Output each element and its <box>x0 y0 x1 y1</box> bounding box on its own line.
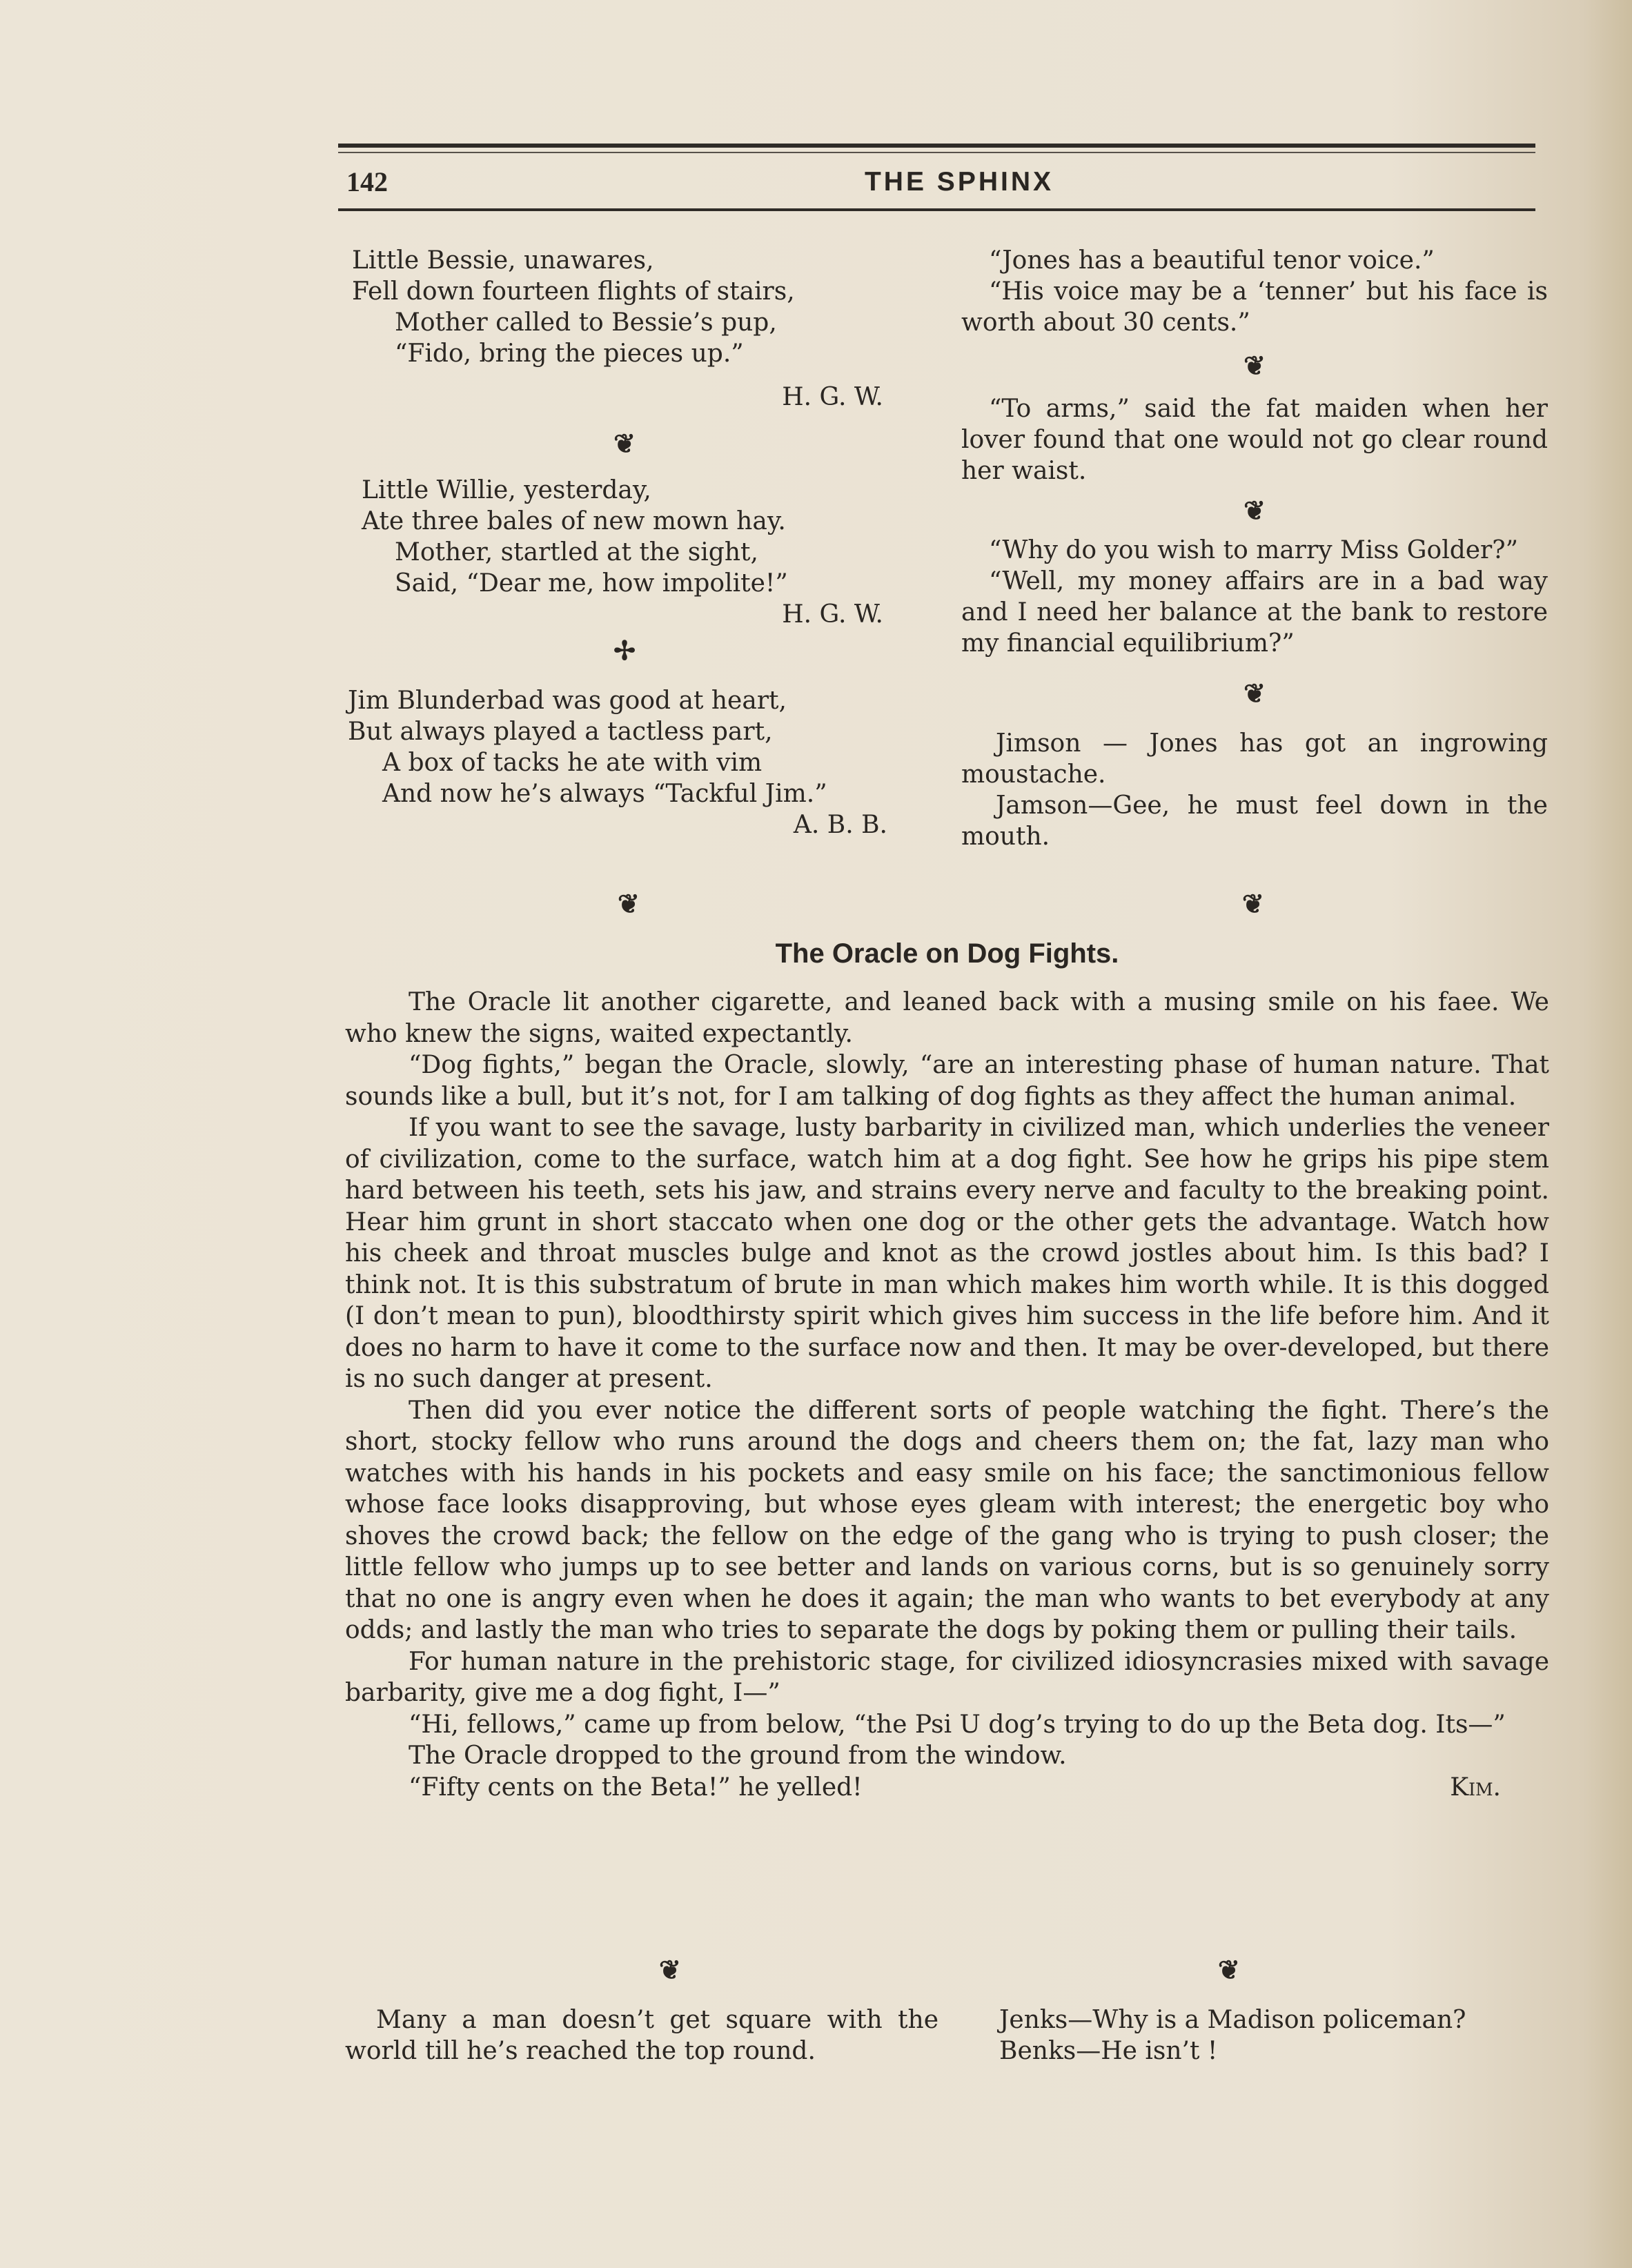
leaf-ornament-icon: ❦ <box>618 888 640 919</box>
leaf-ornament-icon: ❦ <box>1243 495 1266 526</box>
article-paragraph: Then did you ever notice the different sorts of people watching the fight. There’s the short, stocky fellow who runs around the dogs and cheers them on; the fat, lazy man who watches with his hands in his pockets and easy smile on his face; the sanctimonious fellow whose face looks disapproving, but whose eyes gleam with interest; the energetic boy who shoves the crowd back; the fellow on the edge of the gang who is trying to push closer; the little fellow who jumps up to see better and lands on various corns, but is so genuinely sorry that no one is angry even when he does it again; the man who wants to bet everybody at any odds; and lastly the man who tries to separate the dogs by poking them or pulling their tails. <box>345 1396 1549 1644</box>
poem-line: But always played a tactless part, <box>348 718 773 746</box>
joke-jenks-benks <box>999 2004 1551 2067</box>
leaf-ornament-icon: ❦ <box>1218 1954 1240 1985</box>
poem-line: Mother called to Bessie’s pup, <box>395 308 777 337</box>
poem-bessie <box>352 245 897 413</box>
joke-line: “Why do you wish to marry Miss Golder?” <box>989 536 1518 564</box>
article-paragraph: For human nature in the prehistoric stage, for civilized idiosyncrasies mixed with savage barbarity, give me a dog fight, I—” <box>345 1647 1549 1707</box>
poem-line: Mother, startled at the sight, <box>395 538 758 566</box>
article-paragraph: The Oracle dropped to the ground from the window. <box>409 1742 1067 1770</box>
poem-line: “Fido, bring the pieces up.” <box>395 339 744 368</box>
running-title: THE SPHINX <box>864 167 1054 197</box>
poem-line: Fell down fourteen flights of stairs, <box>352 277 795 306</box>
poem-signature: A. B. B. <box>793 811 887 839</box>
article-paragraph: “Dog fights,” began the Oracle, slowly, “are an interesting phase of human nature. That sounds like a bull, but it’s not, for I am talking of dog fights as they affect the human animal. <box>345 1051 1549 1111</box>
joke-line: Many a man doesn’t get square with the world till he’s reached the top round. <box>345 2006 938 2065</box>
joke-line: Benks—He isn’t ! <box>999 2037 1218 2065</box>
poem-line: A box of tacks he ate with vim <box>382 749 763 777</box>
header-rule-thick <box>338 144 1535 148</box>
joke-line: Jamson—Gee, he must feel down in the mouth. <box>961 791 1548 851</box>
article-signature: Kim. <box>1450 1773 1501 1802</box>
joke-square-man <box>345 2004 938 2067</box>
joke-line: “To arms,” said the fat maiden when her lover found that one would not go clear round her waist. <box>961 395 1548 485</box>
joke-line: Jenks—Why is a Madison policeman? <box>999 2006 1466 2034</box>
poem-signature: H. G. W. <box>782 600 883 629</box>
poem-line: And now he’s always “Tackful Jim.” <box>382 780 827 808</box>
header-rule-thin <box>338 152 1535 153</box>
poem-line: Jim Blunderbad was good at heart, <box>348 687 787 715</box>
poem-willie <box>352 475 897 630</box>
leaf-ornament-icon: ❦ <box>1243 350 1266 381</box>
article-last-line <box>345 1772 1549 1804</box>
joke-tenor <box>961 245 1548 338</box>
joke-line: “Jones has a beautiful tenor voice.” <box>989 246 1435 275</box>
leaf-ornament-icon: ❦ <box>1242 888 1264 919</box>
poem-line: Little Bessie, unawares, <box>352 246 654 275</box>
page-number: 142 <box>346 166 388 197</box>
joke-line: Jimson — Jones has got an ingrowing moustache. <box>961 729 1548 789</box>
poem-line: Ate three bales of new mown hay. <box>362 507 786 535</box>
joke-line: “His voice may be a ‘tenner’ but his face is worth about 30 cents.” <box>961 277 1548 337</box>
header-underline-rule <box>338 208 1535 211</box>
article-body <box>345 987 1549 1803</box>
poem-line: Little Willie, yesterday, <box>362 476 651 504</box>
leaf-ornament-icon: ❦ <box>659 1954 681 1985</box>
article-exclamation: “Fifty cents on the Beta!” he yelled! <box>409 1773 863 1802</box>
joke-line: “Well, my money affairs are in a bad way and I need her balance at the bank to restore my financial equilibrium?” <box>961 567 1548 658</box>
joke-miss-golder <box>961 535 1548 659</box>
cross-ornament-icon: ✢ <box>613 635 636 666</box>
article-title: The Oracle on Dog Fights. <box>775 938 1119 969</box>
poem-jim <box>348 685 897 840</box>
joke-to-arms <box>961 393 1548 486</box>
poem-signature: H. G. W. <box>782 383 883 411</box>
joke-jimson <box>961 728 1548 852</box>
right-column <box>961 245 1548 852</box>
poem-line: Said, “Dear me, how impolite!” <box>395 569 788 598</box>
leaf-ornament-icon: ❦ <box>1243 678 1266 709</box>
article-paragraph: “Hi, fellows,” came up from below, “the Psi U dog’s trying to do up the Beta dog. Its—” <box>409 1710 1506 1739</box>
left-column <box>348 245 897 840</box>
article-paragraph: The Oracle lit another cigarette, and leaned back with a musing smile on his faee. We who knew the signs, waited expectantly. <box>345 988 1549 1048</box>
leaf-ornament-icon: ❦ <box>613 428 636 459</box>
article-paragraph: If you want to see the savage, lusty barbarity in civilized man, which underlies the veneer of civilization, come to the surface, watch him at a dog fight. See how he grips his pipe stem hard between his teeth, sets his jaw, and strains every nerve and faculty to the breaking point. Hear him grunt in short staccato when one dog or the other gets the advantage. Watch how his cheek and throat muscles bulge and knot as the crowd jostles about him. Is this bad? I think not. It is this substratum of brute in man which makes him worth while. It is this dogged (I don’t mean to pun), bloodthirsty spirit which gives him success in the life before him. And it does no harm to have it come to the surface now and then. It may be over-developed, but there is no such danger at present. <box>345 1114 1549 1393</box>
